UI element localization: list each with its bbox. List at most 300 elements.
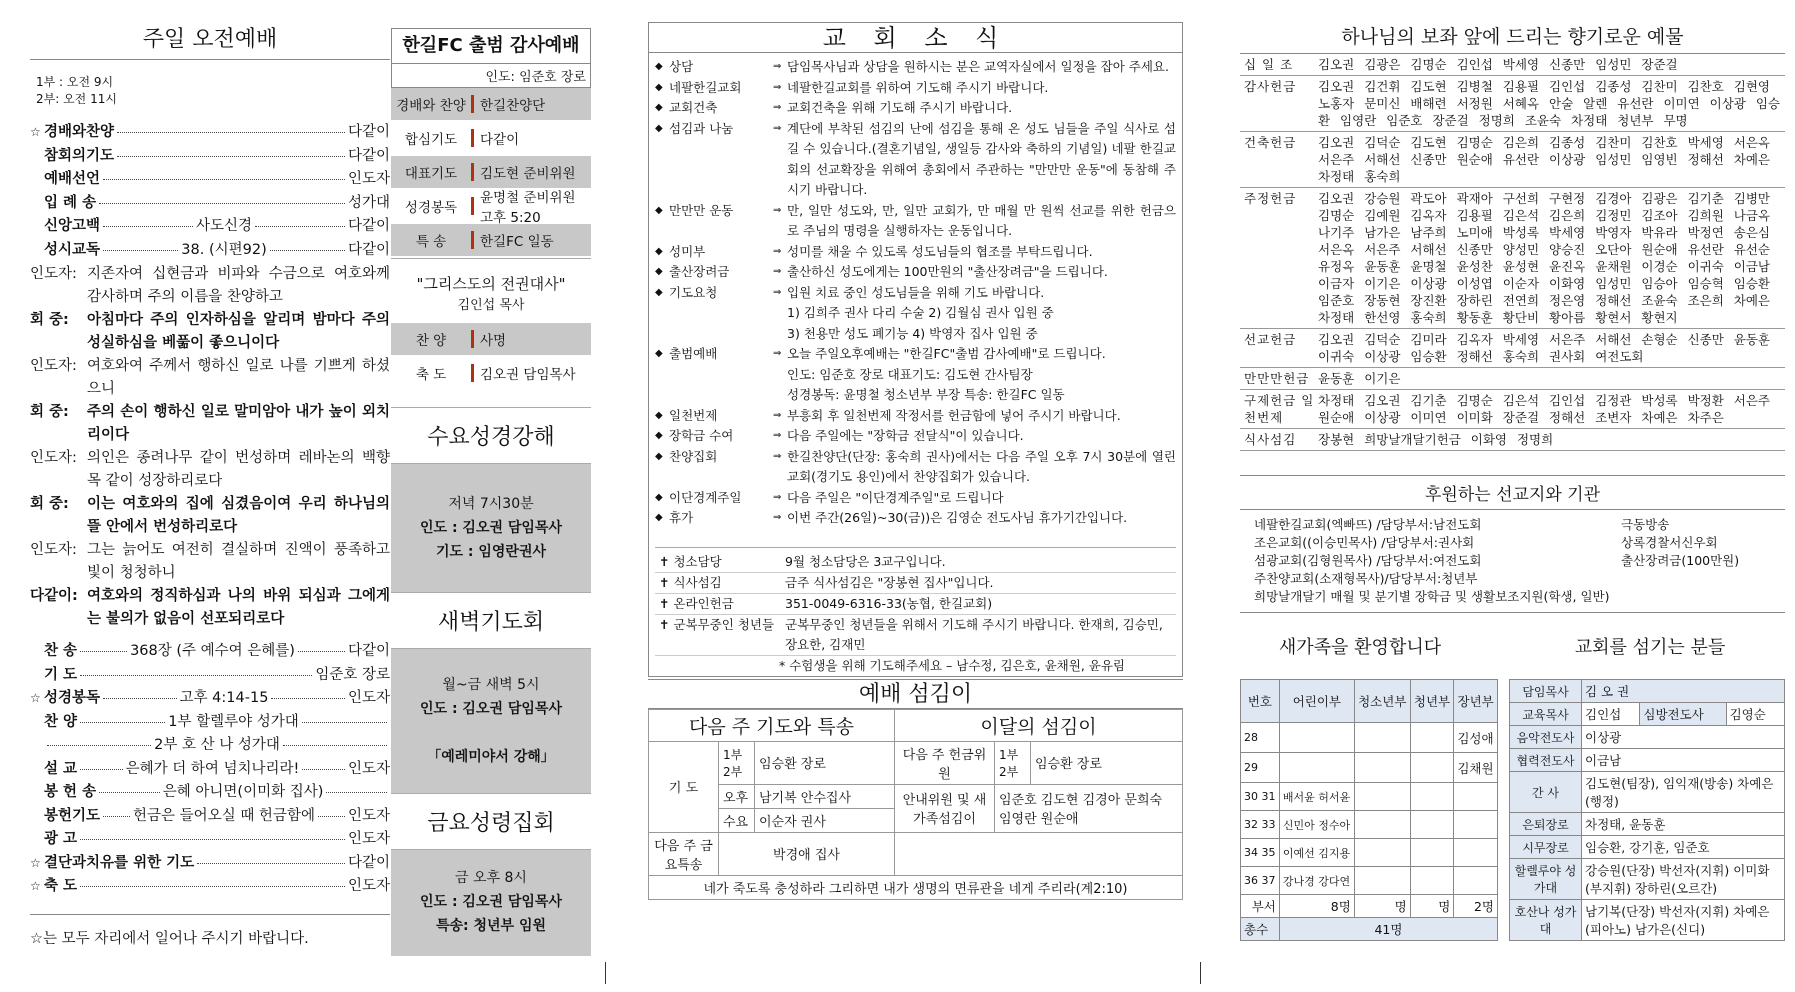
mission-name: 네팔한길교회(엑빠뜨) /담당부서:남전도회 bbox=[1254, 517, 1482, 532]
table-row bbox=[1241, 783, 1498, 811]
dot-leader bbox=[271, 698, 345, 699]
diamond-icon: ◆ bbox=[655, 102, 663, 113]
news-key: 휴가 bbox=[669, 510, 694, 525]
order-person: 다같이 bbox=[347, 643, 390, 659]
reading-text: 의인은 종려나무 같이 번성하며 레바논의 백향목 같이 성장하리로다 bbox=[87, 450, 390, 489]
fri-body bbox=[391, 850, 591, 956]
table-row bbox=[1241, 753, 1498, 783]
guide-names: 임준호 김도현 김경아 문희숙 임영란 원순애 bbox=[995, 784, 1183, 832]
guide-label: 안내위원 및 새가족섬김이 bbox=[895, 784, 995, 832]
offering-type: 감사헌금 bbox=[1244, 79, 1297, 94]
dot-leader bbox=[103, 698, 177, 699]
news-key: 네팔한길교회 bbox=[669, 79, 742, 95]
news-key: 만만만 운동 bbox=[669, 202, 734, 218]
dot-leader bbox=[99, 792, 160, 793]
news-line: 입원 치료 중인 성도님들을 위해 기도 바랍니다. bbox=[787, 284, 1045, 300]
table-cell: 담임목사 bbox=[1510, 680, 1582, 703]
month-title: 이달의 섬김이 bbox=[895, 709, 1183, 741]
table-cell: 34 35 bbox=[1241, 839, 1280, 867]
table-cell bbox=[1410, 839, 1454, 867]
arrow-icon: ⇒ bbox=[773, 286, 782, 298]
news-text bbox=[787, 283, 1176, 345]
dot-leader bbox=[270, 250, 345, 251]
news-text bbox=[787, 508, 1176, 529]
reading-text: 이는 여호와의 집에 심겼음이여 우리 하나님의 뜰 안에서 번성하리로다 bbox=[87, 496, 390, 535]
order-item bbox=[30, 827, 390, 851]
fc-row-value: 윤명철 준비위원 고후 5:20 bbox=[480, 190, 576, 226]
responsive-line bbox=[30, 309, 390, 355]
mission-name: 극동방송 bbox=[1621, 517, 1670, 532]
schedule-line: 인도 : 김오권 담임목사 bbox=[420, 520, 562, 536]
responsive-line bbox=[30, 493, 390, 539]
wed-title: 수요성경강해 bbox=[391, 407, 591, 464]
worship-footer: ☆는 모두 자리에서 일어나 주시기 바랍니다. bbox=[30, 914, 390, 948]
notice-key-text: 청소담당 bbox=[673, 553, 722, 569]
fc-row-value: 한길찬양단 bbox=[480, 98, 546, 114]
speaker: 인도자: bbox=[30, 358, 77, 374]
responsive-line bbox=[30, 355, 390, 401]
servers-title: 교회를 섬기는 분들 bbox=[1574, 637, 1726, 658]
table-cell bbox=[1354, 783, 1410, 811]
table-cell bbox=[1454, 867, 1498, 895]
arrow-icon: ⇒ bbox=[773, 122, 782, 134]
table-cell: 김 오 권 bbox=[1582, 680, 1785, 703]
order-label: 축 도 bbox=[44, 878, 78, 894]
fc-title: 한길FC 출범 감사예배 bbox=[391, 28, 591, 64]
notice-value: 9월 청소담당은 3교구입니다. bbox=[785, 553, 946, 569]
notice-row bbox=[655, 594, 1176, 615]
table-row bbox=[1510, 836, 1785, 859]
mission-name: 섬광교회(김형원목사) /담당부서:여전도회 bbox=[1254, 553, 1482, 568]
fc-row bbox=[391, 190, 591, 224]
news-line: 다음 주일에는 "장학금 전달식"이 있습니다. bbox=[787, 428, 1024, 443]
table-cell bbox=[1410, 783, 1454, 811]
table-cell: 8명 bbox=[1279, 895, 1354, 918]
prayer-label: 기 도 bbox=[649, 741, 719, 832]
offering-names: 김오권 김덕순 김도현 김명순 김은희 김종성 김찬미 김찬호 박세영 서은옥 서은주 서해선 신종만 원순애 유선란 이상광 임성민 임영빈 정해선 차예은 차정태 홍숙희 bbox=[1318, 135, 1771, 184]
dot-leader bbox=[103, 816, 130, 817]
schedule-line: 기도 : 임영란권사 bbox=[435, 544, 546, 560]
mission-line bbox=[1254, 588, 1771, 606]
order-detail: 368장 (주 예수여 은혜를) bbox=[130, 643, 295, 659]
order-detail: 고후 4:14-15 bbox=[179, 690, 269, 706]
order-label: 설 교 bbox=[44, 760, 78, 777]
table-cell bbox=[1454, 811, 1498, 839]
mission-title: 후원하는 선교지와 기관 bbox=[1240, 475, 1785, 510]
order-detail: 은혜 아니면(이미화 집사) bbox=[162, 784, 324, 800]
notice-key-text: 식사섬김 bbox=[673, 574, 722, 590]
news-text bbox=[787, 242, 1176, 263]
table-cell: 이상광 bbox=[1582, 726, 1785, 749]
news-items bbox=[648, 52, 1183, 529]
table-cell: 총수 bbox=[1241, 918, 1280, 941]
table-cell: 은퇴장로 bbox=[1510, 813, 1582, 836]
table-cell: 호산나 성가대 bbox=[1510, 900, 1582, 941]
news-text bbox=[787, 262, 1176, 283]
order-label: 예배선언 bbox=[44, 171, 101, 187]
money-label: 다음 주 헌금위원 bbox=[895, 741, 995, 784]
offering-names: 김오권 김건휘 김도현 김병철 김용필 김인섭 김종성 김찬미 김찬호 김현영 노홍자 문미신 배해련 서정원 서혜옥 안술 알렌 유선란 이미연 이상광 임승환 임영란 임준호 장준걸 정명희 조윤숙 차정태 청년부 무명 bbox=[1318, 79, 1780, 128]
notice-key bbox=[655, 594, 785, 614]
offering-type: 십 일 조 bbox=[1244, 57, 1294, 72]
order-item bbox=[30, 120, 390, 144]
fc-row-label: 성경봉독 bbox=[404, 200, 458, 216]
table-cell: 28 bbox=[1241, 723, 1280, 753]
arrow-icon: ⇒ bbox=[773, 450, 782, 462]
table-cell: 음악전도사 bbox=[1510, 726, 1582, 749]
mission-name bbox=[1621, 570, 1771, 588]
reading-text: 여호와여 주께서 행하신 일로 나를 기쁘게 하셨으니 bbox=[87, 358, 390, 397]
news-key: 일천번제 bbox=[669, 407, 718, 423]
news-text bbox=[787, 488, 1176, 509]
divider bbox=[605, 962, 606, 984]
responsive-line bbox=[30, 539, 390, 585]
table-row bbox=[1241, 867, 1498, 895]
news-line: 성미를 채울 수 있도록 성도님들의 협조를 부탁드립니다. bbox=[787, 243, 1093, 259]
news-key: 성미부 bbox=[669, 243, 706, 259]
table-row bbox=[1241, 811, 1498, 839]
notice-value: 군복무중인 청년들을 위해서 기도해 주시기 바랍니다. 한재희, 김승민, 장요한, 김재민 bbox=[785, 616, 1163, 652]
table-cell: 강승원(단장) 박선자(지휘) 이미화(부지휘) 장하린(오르간) bbox=[1582, 859, 1785, 900]
news-key: 출산장려금 bbox=[669, 264, 730, 279]
mission-name: 조은교회((이승민목사) /담당부서:권사회 bbox=[1254, 535, 1475, 550]
order-item bbox=[30, 733, 390, 757]
order-label: 입 례 송 bbox=[44, 194, 97, 211]
table-cell: 김도현(팀장), 임익재(방송) 차예은(행정) bbox=[1582, 772, 1785, 813]
order-person: 인도자 bbox=[347, 878, 390, 894]
fc-panel bbox=[391, 28, 591, 945]
offering-row bbox=[1240, 329, 1785, 368]
news-line: 담임목사님과 상담을 원하시는 분은 교역자실에서 일정을 잡아 주세요. bbox=[787, 59, 1169, 74]
news-text bbox=[787, 201, 1176, 242]
exam-note: * 수험생을 위해 기도해주세요 – 남수정, 김은호, 윤채원, 윤유림 bbox=[648, 656, 1183, 677]
cross-icon: ✝ bbox=[659, 553, 674, 569]
diamond-icon: ◆ bbox=[655, 450, 663, 462]
order-person: 다같이 bbox=[347, 124, 390, 140]
news-key: 교회건축 bbox=[669, 100, 718, 115]
arrow-icon: ⇒ bbox=[773, 61, 782, 72]
offering-type: 구제헌금 일천번제 bbox=[1244, 393, 1315, 425]
worship-order-panel bbox=[30, 22, 390, 952]
arrow-icon: ⇒ bbox=[773, 204, 782, 216]
order-label: 봉헌기도 bbox=[44, 807, 101, 824]
news-line: 3) 천용만 성도 폐기능 4) 박영자 집사 입원 중 bbox=[787, 325, 1038, 341]
news-key: 기도요청 bbox=[669, 284, 718, 300]
p1-name: 임승환 장로 bbox=[755, 741, 895, 784]
dot-leader bbox=[103, 179, 345, 180]
notice-row bbox=[655, 573, 1176, 594]
table-cell: 신민아 정수아 bbox=[1279, 811, 1354, 839]
order-item bbox=[30, 214, 390, 238]
order-item bbox=[30, 780, 390, 804]
table-cell: 부서 bbox=[1241, 895, 1280, 918]
order-item bbox=[30, 663, 390, 687]
offering-names: 김오권 김광은 김명순 김인섭 박세영 신종만 임성민 장준걸 bbox=[1318, 57, 1678, 72]
order-item bbox=[30, 144, 390, 168]
order-detail: 38. (시편92) bbox=[181, 241, 267, 258]
dot-leader bbox=[318, 816, 345, 817]
table-row bbox=[1510, 680, 1785, 703]
table-row bbox=[1241, 895, 1498, 918]
table-cell bbox=[1454, 839, 1498, 867]
order-item bbox=[30, 851, 390, 875]
dot-leader bbox=[103, 250, 178, 251]
news-text bbox=[787, 447, 1176, 488]
dot-leader bbox=[298, 651, 345, 652]
schedule-line bbox=[391, 721, 591, 745]
order-label: 기 도 bbox=[44, 666, 78, 683]
news-line: 네팔한길교회를 위하여 기도해 주시기 바랍니다. bbox=[787, 79, 1049, 95]
fc-row-label: 축 도 bbox=[415, 367, 447, 383]
responsive-line bbox=[30, 263, 390, 309]
dot-leader bbox=[117, 156, 345, 157]
speaker: 다같이: bbox=[30, 588, 78, 604]
fc-row-label: 경배와 찬양 bbox=[396, 98, 466, 114]
order-list bbox=[30, 120, 390, 261]
news-line: 부흥회 후 일천번제 작정서를 헌금함에 넣어 주시기 바랍니다. bbox=[787, 407, 1121, 423]
notice-value: 금주 식사섬김은 "장봉현 집사"입니다. bbox=[785, 574, 994, 590]
news-item bbox=[655, 508, 1176, 529]
offering-row bbox=[1240, 429, 1785, 451]
arrow-icon: ⇒ bbox=[773, 348, 782, 359]
reading-text: 주의 손이 행하신 일로 말미암아 내가 높이 외치리이다 bbox=[87, 404, 390, 443]
schedule-line: 인도 : 김오권 담임목사 bbox=[420, 894, 562, 910]
dot-leader bbox=[326, 792, 387, 793]
order-list-2 bbox=[30, 639, 390, 898]
offering-type: 주정헌금 bbox=[1244, 191, 1297, 206]
table-cell bbox=[1354, 811, 1410, 839]
order-item bbox=[30, 686, 390, 710]
order-person: 인도자 bbox=[347, 171, 390, 187]
fc-row bbox=[391, 357, 591, 391]
fc-rows-2 bbox=[391, 323, 591, 391]
schedule-line: 특송: 청년부 임원 bbox=[435, 918, 546, 934]
news-item bbox=[655, 406, 1176, 427]
schedule-line: 인도 : 김오권 담임목사 bbox=[420, 701, 562, 717]
news-item bbox=[655, 344, 1176, 406]
fri-name: 박경애 집사 bbox=[719, 832, 895, 875]
table-cell bbox=[1354, 753, 1410, 783]
column-header: 장년부 bbox=[1454, 680, 1498, 723]
dot-leader bbox=[80, 651, 127, 652]
order-item bbox=[30, 639, 390, 663]
news-item bbox=[655, 98, 1176, 119]
diamond-icon: ◆ bbox=[655, 348, 663, 359]
table-cell: 29 bbox=[1241, 753, 1280, 783]
order-person: 다같이 bbox=[347, 241, 391, 258]
reading-text: 그는 늙어도 여전히 결실하며 진액이 풍족하고 빛이 청청하니 bbox=[87, 542, 390, 581]
bottom-tables bbox=[1240, 679, 1785, 941]
mission-name: 희망날개달기 매월 및 분기별 장학금 및 생활보조지원(학생, 일반) bbox=[1254, 589, 1610, 604]
mission-line bbox=[1254, 570, 1771, 588]
dot-leader bbox=[197, 863, 345, 864]
fc-row-value: 사명 bbox=[480, 333, 507, 349]
next-title: 다음 주 기도와 특송 bbox=[649, 709, 895, 741]
table-cell: 협력전도사 bbox=[1510, 749, 1582, 772]
table-row bbox=[1510, 726, 1785, 749]
fc-row bbox=[391, 156, 591, 190]
offering-type: 식사섬김 bbox=[1244, 432, 1297, 447]
offering-row bbox=[1240, 76, 1785, 132]
table-cell: 명 bbox=[1410, 895, 1454, 918]
responsive-line bbox=[30, 585, 390, 631]
notice-row bbox=[655, 552, 1176, 573]
time-2: 2부: 오전 11시 bbox=[36, 92, 117, 106]
fc-leader: 인도: 임준호 장로 bbox=[391, 64, 591, 88]
notice-key bbox=[655, 615, 785, 655]
table-cell: 남기복(단장) 박선자(지휘) 차예은(피아노) 남가은(신디) bbox=[1582, 900, 1785, 941]
responsive-reading bbox=[30, 263, 390, 631]
table-cell: 강나경 강다연 bbox=[1279, 867, 1354, 895]
column-header: 청년부 bbox=[1410, 680, 1454, 723]
order-label: 성시교독 bbox=[44, 241, 101, 258]
order-person: 임준호 장로 bbox=[315, 666, 390, 683]
news-key: 출범예배 bbox=[669, 346, 718, 361]
fc-row-value: 김오권 담임목사 bbox=[480, 367, 576, 383]
speaker: 인도자: bbox=[30, 450, 77, 466]
fc-rows bbox=[391, 88, 591, 258]
order-detail: 사도신경 bbox=[195, 218, 253, 234]
news-key: 찬양집회 bbox=[669, 448, 718, 464]
arrow-icon: ⇒ bbox=[773, 81, 782, 93]
fc-row-label: 합심기도 bbox=[404, 132, 458, 148]
table-cell bbox=[1410, 723, 1454, 753]
table-cell bbox=[1354, 723, 1410, 753]
notice-key-text: 군복무중인 청년들 bbox=[673, 616, 775, 632]
order-label: 봉 헌 송 bbox=[44, 784, 97, 800]
column-header: 번호 bbox=[1241, 680, 1280, 723]
column-header: 어린이부 bbox=[1279, 680, 1354, 723]
arrow-icon: ⇒ bbox=[773, 245, 782, 257]
order-item bbox=[30, 167, 390, 191]
fc-row-label: 대표기도 bbox=[404, 166, 458, 182]
diamond-icon: ◆ bbox=[655, 122, 663, 134]
accent-bar bbox=[471, 231, 474, 249]
dot-leader bbox=[255, 226, 345, 227]
order-item bbox=[30, 874, 390, 898]
dot-leader bbox=[80, 675, 312, 676]
news-line: 오늘 주일오후예배는 "한길FC"출범 감사예배"로 드립니다. bbox=[787, 346, 1106, 361]
news-item bbox=[655, 57, 1176, 78]
dawn-body bbox=[391, 649, 591, 793]
dot-leader bbox=[117, 132, 345, 133]
notice-key bbox=[655, 552, 785, 572]
order-item bbox=[30, 191, 390, 215]
news-text bbox=[787, 406, 1176, 427]
fc-sermon-by: 김인섭 목사 bbox=[457, 298, 525, 313]
table-cell bbox=[1279, 753, 1354, 783]
table-cell: 차정태, 윤동훈 bbox=[1582, 813, 1785, 836]
table-cell: 2명 bbox=[1454, 895, 1498, 918]
news-text bbox=[787, 344, 1176, 406]
mission-line bbox=[1254, 552, 1771, 570]
news-text bbox=[787, 98, 1176, 119]
speaker: 회 중: bbox=[30, 404, 69, 420]
divider bbox=[1200, 962, 1201, 984]
wed-body bbox=[391, 464, 591, 592]
table-cell: 할렐루야 성가대 bbox=[1510, 859, 1582, 900]
news-panel bbox=[648, 22, 1183, 962]
speaker: 회 중: bbox=[30, 496, 69, 512]
table-cell: 이예선 김지용 bbox=[1279, 839, 1354, 867]
fc-row bbox=[391, 88, 591, 122]
table-cell bbox=[1354, 867, 1410, 895]
news-line: 다음 주일은 "이단경계주일"로 드립니다 bbox=[787, 489, 1004, 505]
table-cell bbox=[1354, 839, 1410, 867]
news-item bbox=[655, 78, 1176, 99]
p1-label: 1부 2부 bbox=[719, 741, 755, 784]
dot-leader bbox=[80, 839, 345, 840]
fc-row-label: 특 송 bbox=[415, 234, 447, 250]
fc-sermon-title: "그리스도의 전권대사" bbox=[416, 275, 566, 293]
news-key: 장학금 수여 bbox=[669, 428, 734, 443]
table-row bbox=[1241, 918, 1498, 941]
schedule-line: 금 오후 8시 bbox=[455, 870, 527, 886]
cross-icon: ✝ bbox=[659, 616, 674, 632]
serve-table bbox=[648, 709, 1183, 900]
news-text bbox=[787, 119, 1176, 201]
offering-names: 김오권 강승원 곽도아 곽재아 구선희 구현정 김경아 김광은 김기춘 김병만 김명순 김예원 김옥자 김용필 김은석 김은희 김정민 김조아 김희원 나금옥 나기주 남가은 남주희 노미애 박성록 박세영 박영자 박유라 박정연 송은심 서은옥 서은주 서해선 신종만 양성민 양승진 오단아 원순애 유선란 유선순 유정옥 윤동훈 윤명철 윤성찬 윤성현 윤진옥 윤채원 이경순 이귀숙 이금남 이금자 이기은 이상광 이성엽 이순자 이화영 임성민 임승아 임승혁 임승환 임준호 장동현 장진환 장하린 전연희 정은영 정해선 조윤숙 조은희 차예은 차정태 한선영 홍숙희 황동훈 황단비 황아름 황현서 황현지 bbox=[1318, 191, 1771, 325]
table-cell: 임승환, 강기훈, 임준호 bbox=[1582, 836, 1785, 859]
table-cell: 배서윤 허서윤 bbox=[1279, 783, 1354, 811]
table-cell: 김채원 bbox=[1454, 753, 1498, 783]
table-cell bbox=[1410, 867, 1454, 895]
order-label: 결단과치유를 위한 기도 bbox=[44, 854, 195, 871]
order-label: 참회의기도 bbox=[44, 147, 115, 164]
dot-leader bbox=[103, 226, 193, 227]
mission-line bbox=[1254, 534, 1771, 552]
table-cell bbox=[1410, 753, 1454, 783]
order-label: 경배와찬양 bbox=[44, 124, 115, 140]
diamond-icon: ◆ bbox=[655, 512, 663, 523]
arrow-icon: ⇒ bbox=[773, 409, 782, 421]
schedule-line: 저녁 7시30분 bbox=[448, 496, 534, 512]
reading-text: 지존자여 십현금과 비파와 수금으로 여호와께 감사하며 주의 이름을 찬양하고 bbox=[87, 266, 390, 305]
table-cell bbox=[1410, 811, 1454, 839]
accent-bar bbox=[471, 95, 474, 113]
dot-leader bbox=[80, 769, 123, 770]
servers-table bbox=[1509, 679, 1785, 941]
mission-name: 출산장려금(100만원) bbox=[1621, 553, 1740, 568]
new-family-table bbox=[1240, 679, 1498, 941]
news-key: 이단경계주일 bbox=[669, 489, 742, 505]
notice-row bbox=[655, 615, 1176, 656]
offering-names: 차정태 김오권 김기춘 김명순 김은석 김인섭 김정관 박성록 박정환 서은주 원순애 이상광 이미연 이미화 장준걸 정해선 조변자 차예은 차주은 bbox=[1318, 393, 1771, 425]
order-item bbox=[30, 757, 390, 781]
responsive-line bbox=[30, 401, 390, 447]
cross-icon: ✝ bbox=[659, 595, 674, 611]
diamond-icon: ◆ bbox=[655, 430, 663, 441]
fc-row-label: 찬 양 bbox=[415, 333, 447, 349]
diamond-icon: ◆ bbox=[655, 409, 663, 421]
table-cell: 41명 bbox=[1279, 918, 1497, 941]
accent-bar bbox=[471, 330, 474, 348]
speaker: 인도자: bbox=[30, 266, 77, 282]
order-item bbox=[30, 238, 390, 262]
fri-title: 금요성령집회 bbox=[391, 793, 591, 850]
accent-bar bbox=[471, 364, 474, 382]
table-row bbox=[1510, 900, 1785, 941]
order-item bbox=[30, 710, 390, 734]
offering-names: 윤동훈 이기은 bbox=[1318, 371, 1401, 386]
fc-sermon bbox=[391, 258, 591, 323]
news-key: 상담 bbox=[669, 59, 694, 74]
table-cell: 30 31 bbox=[1241, 783, 1280, 811]
bottom-titles bbox=[1240, 633, 1785, 659]
star-icon: ☆ bbox=[30, 125, 41, 139]
table-row bbox=[1510, 703, 1785, 726]
news-line: 교회건축을 위해 기도해 주시기 바랍니다. bbox=[787, 100, 1013, 115]
